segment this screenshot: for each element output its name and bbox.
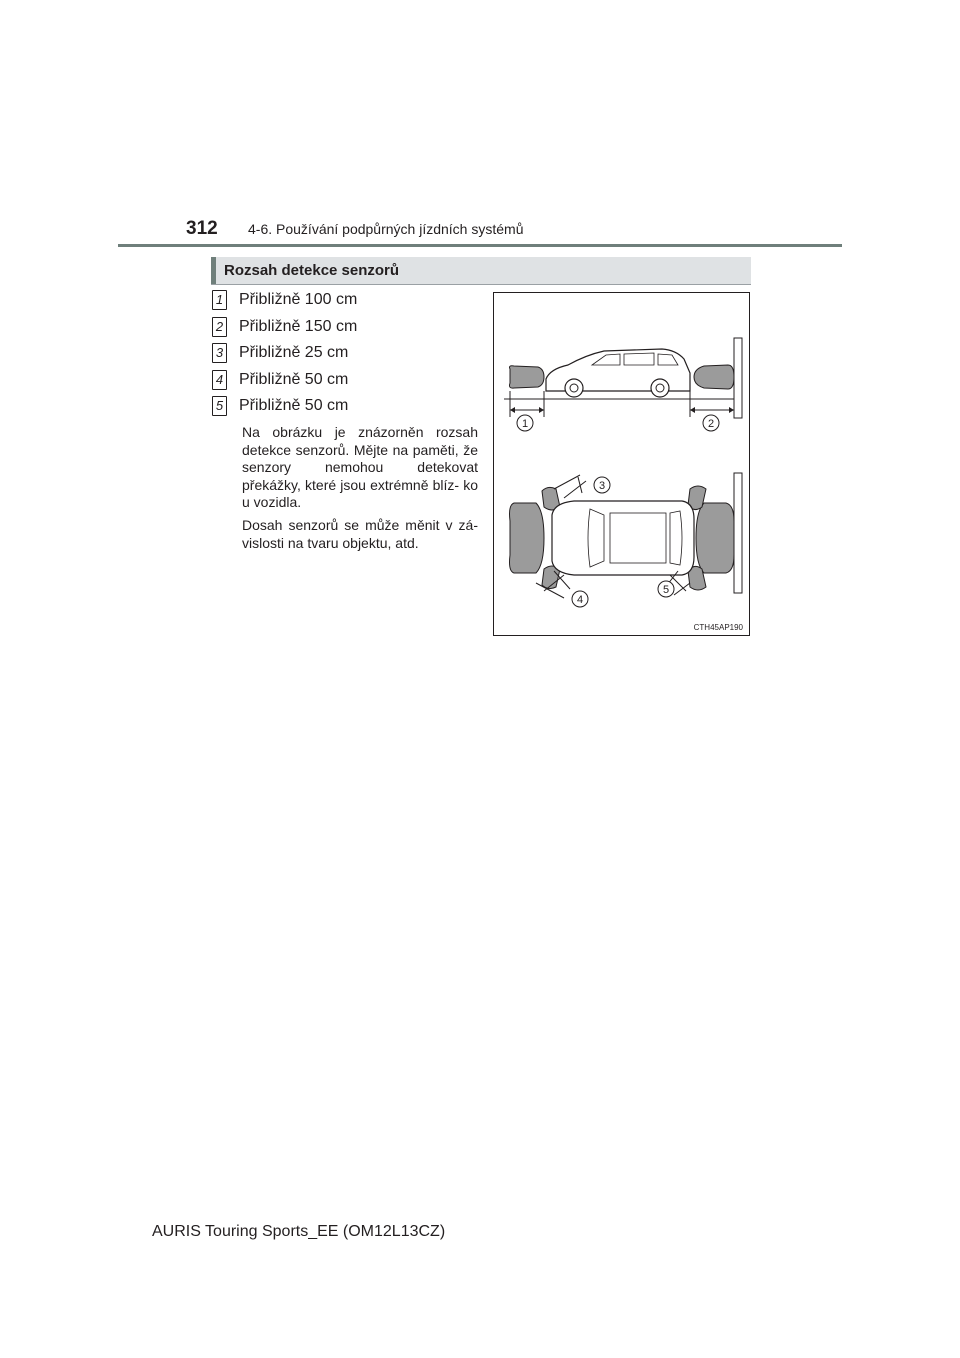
item-label: Přibližně 150 cm	[239, 318, 358, 335]
item-label: Přibližně 50 cm	[239, 371, 349, 388]
callout-1: 1	[521, 418, 529, 430]
callout-4: 4	[576, 594, 584, 606]
note-paragraph: Dosah senzorů se může měnit v zá- vislosti na tvaru objektu, atd.	[242, 517, 478, 551]
note-paragraph: Na obrázku je znázorněn rozsah detekce senzorů. Mějte na paměti, že senzory nemohou detekovat překážky, které jsou extrémně blíz- ko u vozidla.	[242, 424, 478, 510]
footer-model: AURIS Touring Sports_EE (OM12L13CZ)	[152, 1223, 446, 1240]
sensor-diagram	[494, 293, 751, 637]
header-rule	[118, 244, 842, 247]
figure-code: CTH45AP190	[693, 623, 743, 632]
item-number: 2	[212, 317, 227, 337]
item-number: 4	[212, 370, 227, 390]
item-label: Přibližně 50 cm	[239, 397, 349, 414]
callout-3: 3	[598, 480, 606, 492]
chapter-header: 4-6. Používání podpůrných jízdních systémů	[248, 221, 524, 237]
item-number: 5	[212, 396, 227, 416]
page-number: 312	[186, 218, 218, 239]
section-title: Rozsah detekce senzorů	[224, 262, 400, 279]
item-number: 1	[212, 290, 227, 310]
sensor-range-figure	[493, 292, 750, 636]
item-number: 3	[212, 343, 227, 363]
item-label: Přibližně 25 cm	[239, 344, 349, 361]
callout-2: 2	[707, 418, 715, 430]
item-label: Přibližně 100 cm	[239, 291, 358, 308]
callout-5: 5	[662, 584, 670, 596]
